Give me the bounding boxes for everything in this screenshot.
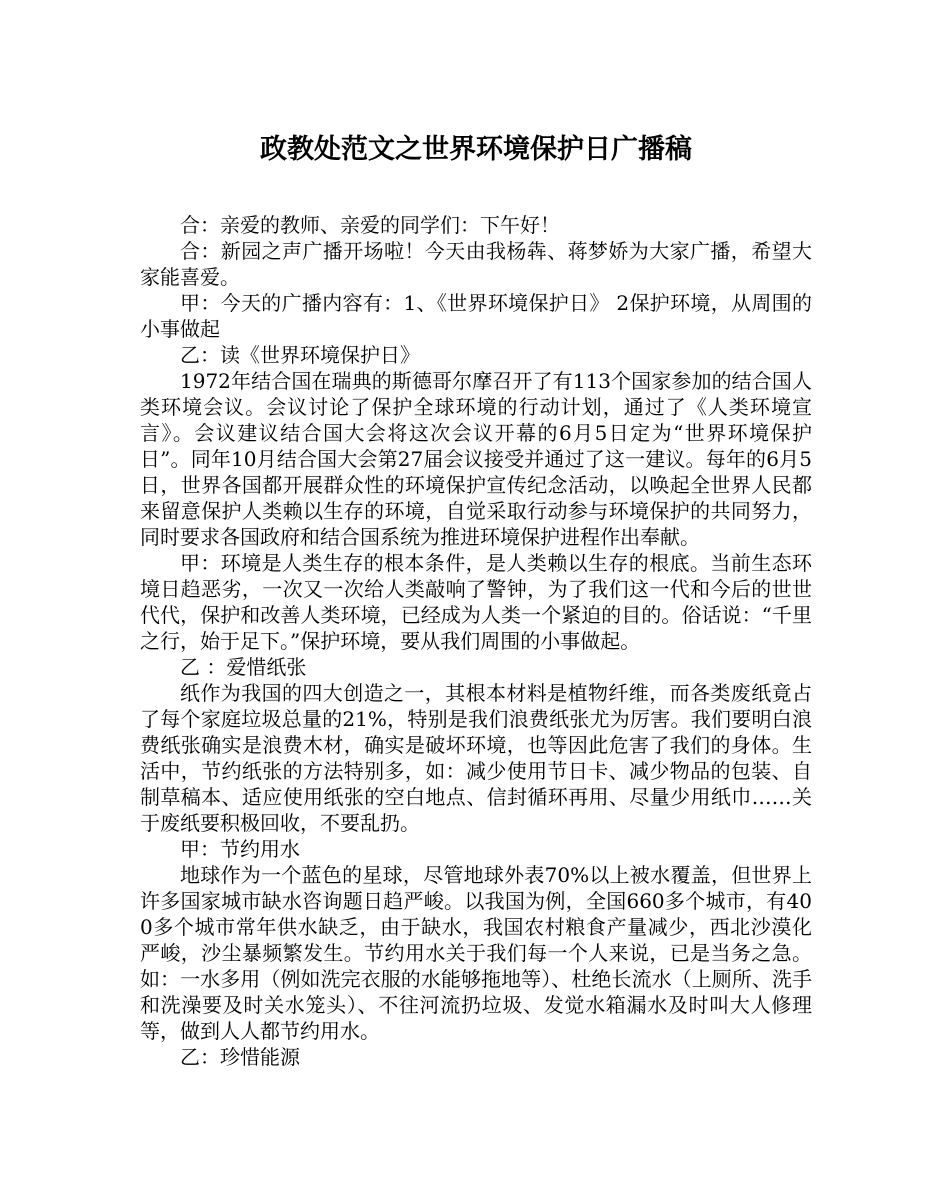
document-page [140,130,812,1070]
paragraph-section-heading-water: 甲：节约用水 [180,837,300,861]
paragraph-save-paper: 纸作为我国的四大创造之一，其根本材料是植物纤维，而各类废纸竟占了每个家庭垃圾总量的21%，特别是我们浪费纸张尤为厉害。我们要明白浪费纸张确实是浪费木材，确实是破坏环境，也等因此危害了我们的身体。生活中，节约纸张的方法特别多，如：减少使用节日卡、减少物品的包装、自制草稿本、适应使用纸张的空白地点、信封循环再用、尽量少用纸巾……关于废纸要积极回收，不要乱扔。 [140,681,812,835]
paragraph-save-water: 地球作为一个蓝色的星球，尽管地球外表70%以上被水覆盖，但世界上许多国家城市缺水咨询题日趋严峻。以我国为例，全国660多个城市，有400多个城市常年供水缺乏，由于缺水，我国农村粮食产量减少，西北沙漠化严峻，沙尘暴频繁发生。节约用水关于我们每一个人来说，已是当务之急。如：一水多用（例如洗完衣服的水能够拖地等）、杜绝长流水（上厕所、洗手和洗澡要及时关水笼头）、不往河流扔垃圾、发觉水箱漏水及时叫大人修理等，做到人人都节约用水。 [140,863,812,1043]
paragraph-agenda: 甲：今天的广播内容有：1、《世界环境保护日》 2保护环境，从周围的小事做起 [140,291,812,341]
paragraph-env-day-history: 1972年结合国在瑞典的斯德哥尔摩召开了有113个国家参加的结合国人类环境会议。会议讨论了保护全球环境的行动计划，通过了《人类环境宣言》。会议建议结合国大会将这次会议开幕的6月5日定为“世界环境保护日”。同年10月结合国大会第27届会议接受并通过了这一建议。每年的6月5日，世界各国都开展群众性的环境保护宣传纪念活动，以唤起全世界人民都来留意保护人类赖以生存的环境，自觉采取行动参与环境保护的共同努力，同时要求各国政府和结合国系统为推进环境保护进程作出奉献。 [140,369,812,549]
paragraph-section-heading-paper: 乙 ：爱惜纸张 [180,655,307,679]
paragraph-section-heading-env-day: 乙：读《世界环境保护日》 [180,343,420,367]
paragraph-opening: 合：新园之声广播开场啦！今天由我杨犇、蒋梦娇为大家广播，希望大家能喜爱。 [140,239,812,289]
paragraph-section-heading-energy: 乙：珍惜能源 [180,1045,300,1069]
paragraph-greeting: 合：亲爱的教师、亲爱的同学们：下午好！ [180,213,560,237]
paragraph-env-importance: 甲：环境是人类生存的根本条件，是人类赖以生存的根底。当前生态环境日趋恶劣，一次又一次给人类敲响了警钟，为了我们这一代和今后的世世代代，保护和改善人类环境，已经成为人类一个紧迫的目的。俗话说：“千里之行，始于足下。”保护环境，要从我们周围的小事做起。 [140,551,812,653]
document-title: 政教处范文之世界环境保护日广播稿 [260,134,692,165]
